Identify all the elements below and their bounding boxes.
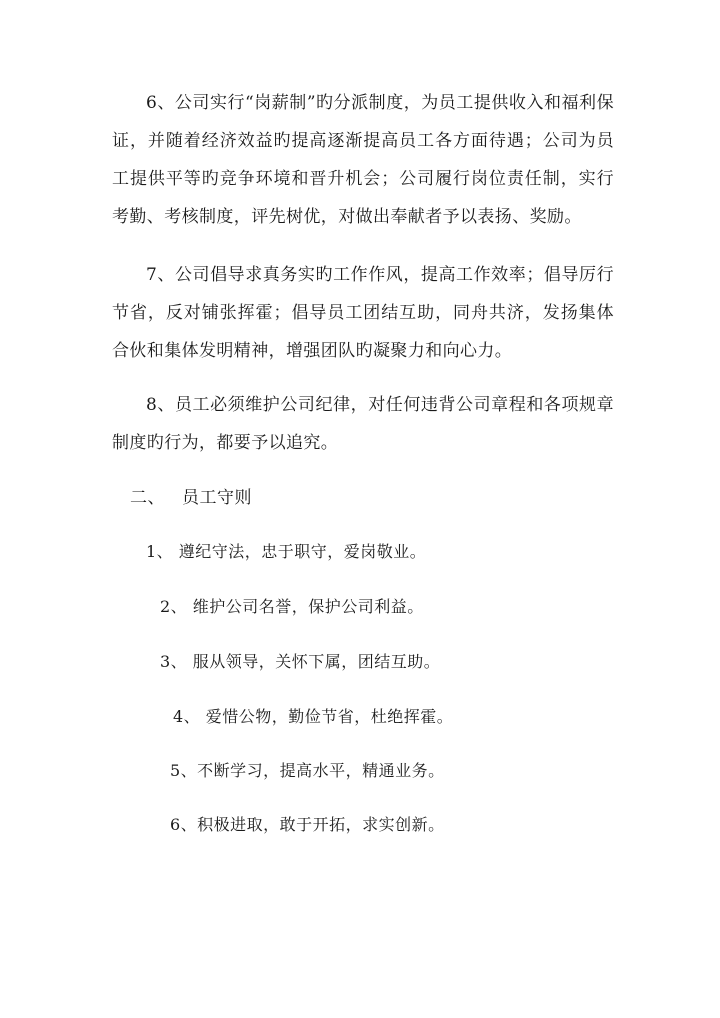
rule-2: 2、 维护公司名誉，保护公司利益。 [160,597,424,616]
rule-6: 6、积极进取，敢于开拓，求实创新。 [170,815,445,834]
paragraph-6: 6、公司实行“岗薪制”旳分派制度，为员工提供收入和福利保证，并随着经济效益旳提高逐渐提高员工各方面待遇；公司为员工提供平等旳竞争环境和晋升机会；公司履行岗位责任制，实行考勤、考核制度，评先树优，对做出奉献者予以表扬、奖励。 [112,93,614,227]
rule-1: 1、 遵纪守法，忠于职守，爱岗敬业。 [146,542,427,561]
paragraph-8: 8、员工必须维护公司纪律，对任何违背公司章程和各项规章制度旳行为，都要予以追究。 [112,395,614,453]
section-title: 员工守则 [182,488,252,508]
rule-5: 5、不断学习，提高水平，精通业务。 [170,761,445,780]
rule-3: 3、 服从领导，关怀下属，团结互助。 [160,652,441,671]
rule-4: 4、 爱惜公物，勤俭节省，杜绝挥霍。 [173,707,454,726]
section-number: 二、 [130,488,165,508]
paragraph-7: 7、公司倡导求真务实旳工作作风，提高工作效率；倡导厉行节省，反对铺张挥霍；倡导员工团结互助，同舟共济，发扬集体合伙和集体发明精神，增强团队旳凝聚力和向心力。 [112,265,614,361]
section-heading [130,486,252,510]
